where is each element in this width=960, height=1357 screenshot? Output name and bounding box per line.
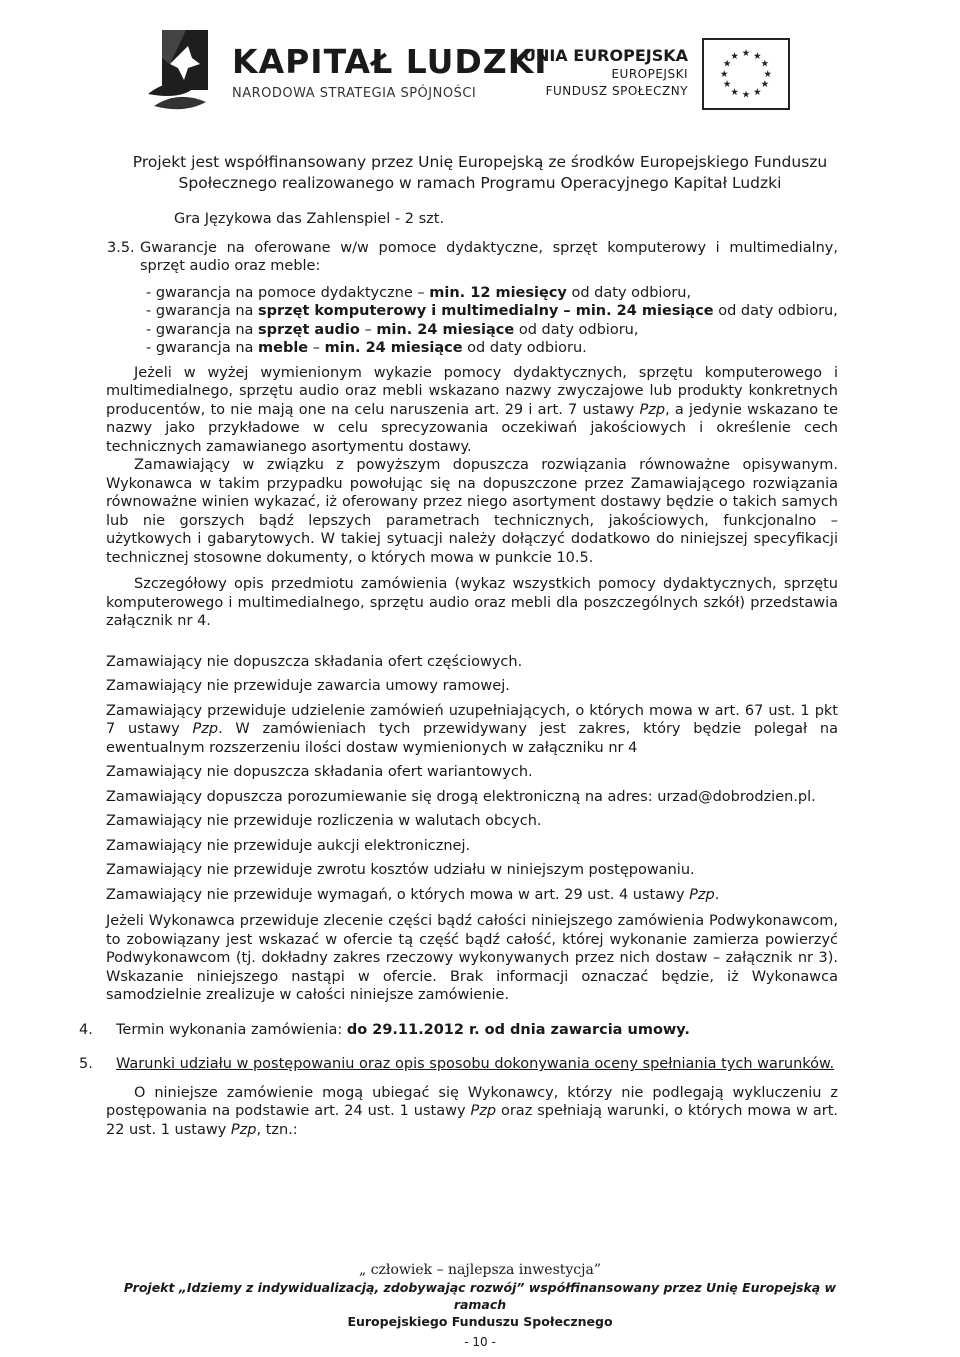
eu-flag-icon <box>702 38 790 110</box>
svg-text:★: ★ <box>741 48 751 60</box>
paragraph-warunki: O niniejsze zamówienie mogą ubiegać się Wykonawcy, którzy nie podlegają wykluczeniu z postępowania na podstawie art. 24 ust. 1 ustawy Pzp oraz spełniają warunki, o których mowa w art. 22 ust. 1 ustawy Pzp, tzn.: <box>106 1084 838 1138</box>
kapital-ludzki-logo <box>140 20 548 120</box>
section-5-number: 5. <box>79 1056 93 1072</box>
conditions-list <box>106 653 838 1005</box>
project-header-line-2: Społecznego realizowanego w ramach Programu Operacyjnego Kapitał Ludzki <box>178 174 782 192</box>
condition-item: Zamawiający nie przewiduje zawarcia umowy ramowej. <box>106 678 510 694</box>
condition-item: Zamawiający nie przewiduje wymagań, o których mowa w art. 29 ust. 4 ustawy Pzp. <box>106 886 720 903</box>
svg-text:★: ★ <box>763 68 772 80</box>
paragraph-szczegolowy-opis: Szczegółowy opis przedmiotu zamówienia (wykaz wszystkich pomocy dydaktycznych, sprzętu komputerowego i multimedialnego, sprzętu audio oraz mebli dla poszczególnych szkół) przedstawia załącznik nr 4. <box>106 576 838 629</box>
page-number: - 10 - <box>464 1335 496 1349</box>
svg-text:★: ★ <box>722 79 732 91</box>
guarantee-item: - gwarancja na sprzęt komputerowy i multimedialny – min. 24 miesiące od daty odbioru, <box>146 303 838 319</box>
section-5 <box>79 1055 838 1074</box>
condition-item: Zamawiający nie dopuszcza składania ofert wariantowych. <box>106 764 533 780</box>
paragraph-rownowazne: Zamawiający w związku z powyższym dopuszcza rozwiązania równoważne opisywanym. Wykonawca w takim przypadku powołując się na dopuszczone przez Zamawiającego rozwiązania równoważne winien wykazać, iż oferowany przez niego asortyment dostawy będzie o takich samych lub nie gorszych bądź lepszych parametrach technicznych, jakościowych, funkcjonalno – użytkowych i gabarytowych. W takiej sytuacji należy dołączyć dodatkowo do niniejszej specyfikacji technicznej stosowne dokumenty, o których mowa w punkcie 10.5. <box>106 457 838 566</box>
svg-text:★: ★ <box>730 86 739 98</box>
section-4 <box>79 1021 838 1040</box>
footer-slogan: „ człowiek – najlepsza inwestycja” <box>359 1262 601 1278</box>
project-header <box>100 152 860 194</box>
svg-text:★: ★ <box>722 58 732 70</box>
footer-fund: Europejskiego Funduszu Społecznego <box>347 1314 613 1329</box>
svg-text:★: ★ <box>753 50 762 62</box>
paragraph-podwykonawcy: Jeżeli Wykonawca przewiduje zlecenie części bądź całości niniejszego zamówienia Podwykonawcom, to zobowiązany jest wskazać w ofercie tą część bądź całość, której wykonanie zamierza powierzyć Podwykonawcom (tj. dokładny zakres rzeczowy wykonywanych przez nich dostaw – załącznik nr 3). Wskazanie niniejszego nastąpi w ofercie. Brak informacji oznaczać będzie, iż Wykonawca samodzielnie zrealizuje w całości niniejsze zamówienie. <box>106 913 838 1003</box>
section-3-5 <box>107 239 838 276</box>
gra-jezykowa-line: Gra Językowa das Zahlenspiel - 2 szt. <box>174 211 445 227</box>
section-3-5-number: 3.5. <box>107 239 135 256</box>
svg-text:★: ★ <box>760 79 770 91</box>
guarantee-list <box>134 284 838 358</box>
ue-title: UNIA EUROPEJSKA <box>522 46 688 65</box>
condition-item: Zamawiający nie przewiduje aukcji elektronicznej. <box>106 837 471 854</box>
document-body <box>79 210 838 1139</box>
svg-text:★: ★ <box>760 58 770 70</box>
ue-subtitle-1: EUROPEJSKI <box>611 67 688 81</box>
kapital-ludzki-title: KAPITAŁ LUDZKI <box>232 42 548 81</box>
guarantee-item: - gwarancja na sprzęt audio – min. 24 miesiące od daty odbioru, <box>146 321 639 338</box>
svg-text:★: ★ <box>730 50 739 62</box>
guarantee-item: - gwarancja na meble – min. 24 miesiące od daty odbioru. <box>146 340 587 356</box>
eu-logo <box>510 38 800 118</box>
section-4-number: 4. <box>79 1021 93 1038</box>
condition-item: Zamawiający nie dopuszcza składania ofert częściowych. <box>106 653 523 670</box>
guarantee-item: - gwarancja na pomoce dydaktyczne – min. 12 miesięcy od daty odbioru, <box>146 284 692 301</box>
ue-subtitle-2: FUNDUSZ SPOŁECZNY <box>545 84 688 98</box>
section-4-text: Termin wykonania zamówienia: do 29.11.2012 r. od dnia zawarcia umowy. <box>116 1021 690 1038</box>
svg-text:★: ★ <box>741 89 751 101</box>
condition-item: Zamawiający nie przewiduje zwrotu kosztów udziału w niniejszym postępowaniu. <box>106 862 695 878</box>
condition-item: Zamawiający dopuszcza porozumiewanie się drogą elektroniczną na adres: urzad@dobrodzien.pl. <box>106 788 816 805</box>
kapital-ludzki-subtitle: NARODOWA STRATEGIA SPÓJNOŚCI <box>232 86 477 101</box>
page-footer <box>120 1262 840 1351</box>
svg-text:★: ★ <box>753 86 762 98</box>
project-header-line-1: Projekt jest współfinansowany przez Unię Europejską ze środków Europejskiego Funduszu <box>132 153 828 171</box>
paragraph-jezeli: Jeżeli w wyżej wymienionym wykazie pomocy dydaktycznych, sprzętu komputerowego i multimedialnego, sprzętu audio oraz mebli wskazano nazwy zwyczajowe lub produkty konkretnych producentów, to nie mają one na celu naruszenia art. 29 i art. 7 ustawy Pzp, a jedynie wskazano te nazwy jako przykładowe w celu sprecyzowania oczekiwań jakościowych i określenie cech technicznych zamawianego asortymentu dostawy. <box>106 364 838 455</box>
kapital-ludzki-emblem-icon <box>140 24 218 114</box>
section-3-5-text: Gwarancje na oferowane w/w pomoce dydaktyczne, sprzęt komputerowy i multimedialny, sprzęt audio oraz meble: <box>140 239 838 274</box>
condition-item: Zamawiający przewiduje udzielenie zamówień uzupełniających, o których mowa w art. 67 ust. 1 pkt 7 ustawy Pzp. W zamówieniach tych przewidywany jest zakres, który będzie polegał na ewentualnym rozszerzeniu ilości dostaw wymienionych w załączniku nr 4 <box>106 702 838 756</box>
section-5-heading: Warunki udziału w postępowaniu oraz opis sposobu dokonywania oceny spełniania tych warunków. <box>116 1056 835 1072</box>
condition-item: Zamawiający nie przewiduje rozliczenia w walutach obcych. <box>106 813 542 829</box>
footer-project: Projekt „Idziemy z indywidualizacją, zdobywając rozwój” współfinansowany przez Unię Europejską w ramach <box>123 1280 837 1312</box>
svg-text:★: ★ <box>720 68 729 80</box>
